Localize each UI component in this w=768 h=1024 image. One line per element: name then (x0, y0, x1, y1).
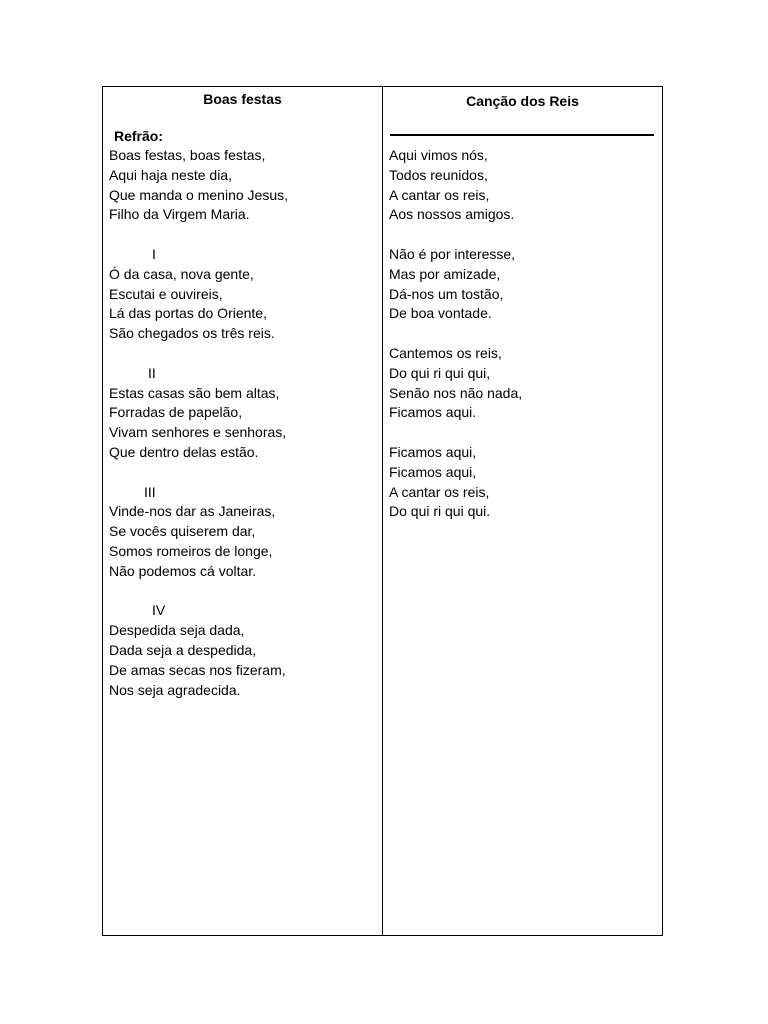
poem-line: Aqui vimos nós, (389, 147, 488, 163)
poem-line: Ficamos aqui, (389, 463, 477, 480)
poem-line: São chegados os três reis. (109, 325, 275, 342)
stanza-block (103, 245, 382, 344)
stanza-numeral: IV (152, 602, 166, 619)
poem-line: Que dentro delas estão. (109, 443, 259, 460)
poem-line: Lá das portas do Oriente, (109, 305, 267, 322)
poem-line: Senão nos não nada, (389, 384, 523, 401)
poem-line: Forradas de papelão, (109, 404, 243, 421)
poem-line: Do qui ri qui qui, (389, 364, 491, 381)
refrain-label: Refrão: (114, 128, 164, 144)
refrain-block (103, 146, 382, 225)
poem-line: Boas festas, boas festas, (109, 147, 266, 163)
poem-line: Dada seja a despedida, (109, 641, 257, 658)
right-column (383, 87, 663, 936)
poem-line: Ficamos aqui. (389, 404, 477, 421)
poem-line: Do qui ri qui qui. (389, 503, 491, 520)
poem-line: Aos nossos amigos. (389, 206, 515, 223)
stanza-block (103, 483, 382, 582)
left-poem-title: Boas festas (203, 91, 282, 107)
poem-line: Mas por amizade, (389, 265, 501, 282)
stanza-numeral: III (144, 483, 156, 500)
poem-line: Somos romeiros de longe, (109, 542, 273, 559)
poem-line: Vinde-nos dar as Janeiras, (109, 503, 276, 520)
stanza-block (383, 443, 662, 522)
poem-line: Que manda o menino Jesus, (109, 186, 288, 203)
poem-line: Vivam senhores e senhoras, (109, 424, 287, 441)
title-underline-rule (390, 134, 654, 136)
poem-line: De boa vontade. (389, 305, 492, 322)
left-column (103, 87, 383, 936)
stanza-block (383, 245, 662, 324)
stanza-numeral: I (152, 245, 156, 262)
poem-line: Filho da Virgem Maria. (109, 206, 250, 223)
poem-line: Dá-nos um tostão, (389, 285, 504, 302)
poem-line: Cantemos os reis, (389, 344, 502, 361)
right-poem-title: Canção dos Reis (466, 93, 579, 109)
poem-line: Todos reunidos, (389, 166, 488, 183)
poem-line: Nos seja agradecida. (109, 681, 241, 698)
poem-line: Despedida seja dada, (109, 622, 245, 639)
poem-line: Não é por interesse, (389, 245, 516, 262)
poem-line: A cantar os reis, (389, 483, 490, 500)
stanza-block (383, 344, 662, 423)
poem-line: A cantar os reis, (389, 186, 490, 203)
stanza-numeral: II (148, 364, 156, 381)
stanza-block (103, 364, 382, 463)
poem-line: Aqui haja neste dia, (109, 166, 232, 183)
poem-line: Não podemos cá voltar. (109, 562, 257, 579)
stanza-block (103, 601, 382, 700)
poem-line: Ó da casa, nova gente, (109, 265, 254, 282)
poem-line: Estas casas são bem altas, (109, 384, 280, 401)
poem-line: Se vocês quiserem dar, (109, 523, 256, 540)
poem-line: Escutai e ouvireis, (109, 285, 223, 302)
stanza-block (383, 146, 662, 225)
poem-line: De amas secas nos fizeram, (109, 661, 286, 678)
poem-line: Ficamos aqui, (389, 443, 477, 460)
poems-table (102, 86, 663, 936)
